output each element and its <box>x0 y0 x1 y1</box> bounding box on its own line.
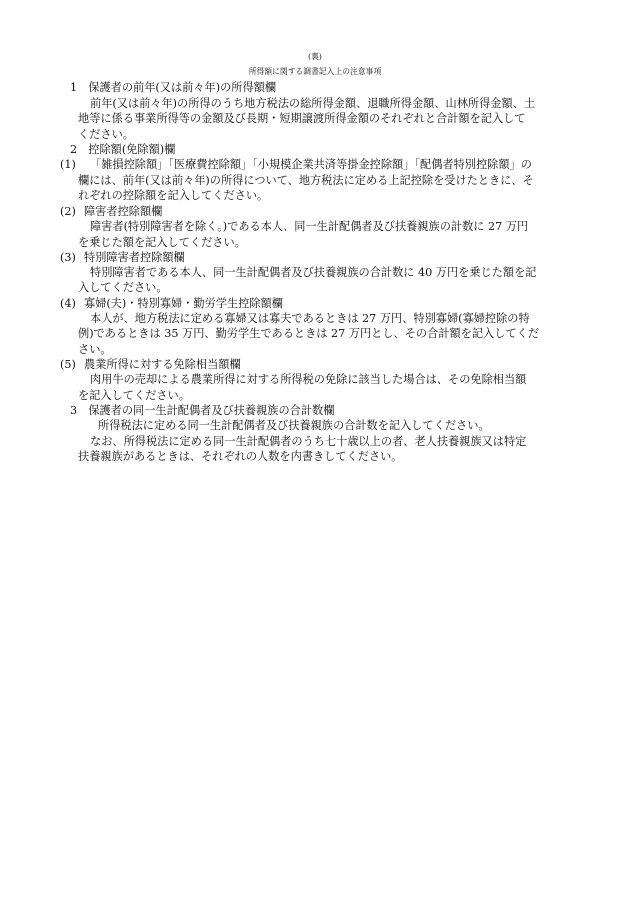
item-5-heading: 農業所得に対する免除相当額欄 <box>84 358 241 371</box>
item-1-label: (1) <box>60 158 76 171</box>
item-2-line-2: を乗じた額を記入してください。 <box>78 236 246 249</box>
page-title: 所得額に関する調書記入上の注意事項 <box>248 67 382 76</box>
item-5-label: (5) <box>60 358 76 371</box>
section-3-line-1: 所得税法に定める同一生計配偶者及び扶養親族の合計数を記入してください。 <box>98 419 490 432</box>
section-3-heading: 3 保護者の同一生計配偶者及び扶養親族の合計数欄 <box>70 404 335 417</box>
item-4-label: (4) <box>60 297 76 310</box>
section-1-line-2: 地等に係る事業所得等の金額及び長期・短期譲渡所得金額のそれぞれと合計額を記入して <box>78 112 526 125</box>
section-3-line-3: 扶養親族があるときは、それぞれの人数を内書きしてください。 <box>78 450 403 463</box>
item-2-line-1: 障害者(特別障害者を除く。)である本人、同一生計配偶者及び扶養親族の計数に 27 万円 <box>90 220 529 233</box>
item-5-line-1: 肉用牛の売却による農業所得に対する所得税の免除に該当した場合は、その免除相当額 <box>90 373 527 386</box>
item-3-label: (3) <box>60 251 76 264</box>
item-1-line-1: 「雑損控除額」「医療費控除額」「小規模企業共済等掛金控除額」「配偶者特別控除額」の <box>90 158 532 171</box>
item-3-line-1: 特別障害者である本人、同一生計配偶者及び扶養親族の合計数に 40 万円を乗じた額を記 <box>90 266 537 279</box>
page-side-label: (裏) <box>308 52 322 61</box>
item-2-heading: 障害者控除額欄 <box>84 205 163 218</box>
item-4-line-2: 例)であるときは 35 万円、勤労学生であるときは 27 万円とし、その合計額を記入してくだ <box>78 327 540 340</box>
section-1-line-3: ください。 <box>78 128 134 141</box>
item-2-label: (2) <box>60 205 76 218</box>
section-2-heading: 2 控除額(免除額)欄 <box>70 143 176 156</box>
item-1-line-3: れぞれの控除額を記入してください。 <box>78 189 269 202</box>
item-3-heading: 特別障害者控除額欄 <box>84 251 185 264</box>
section-1-heading: 1 保護者の前年(又は前々年)の所得額欄 <box>70 81 277 94</box>
item-3-line-2: 入してください。 <box>78 281 168 294</box>
item-4-line-1: 本人が、地方税法に定める寡婦又は寡夫であるときは 27 万円、特別寡婦(寡婦控除の特 <box>90 312 530 325</box>
item-1-line-2: 欄には、前年(又は前々年)の所得について、地方税法に定める上記控除を受けたときに、そ <box>78 174 534 187</box>
item-4-heading: 寡婦(夫)・特別寡婦・勤労学生控除額欄 <box>84 297 283 310</box>
section-3-line-2: なお、所得税法に定める同一生計配偶者のうち七十歳以上の者、老人扶養親族又は特定 <box>90 435 527 448</box>
section-1-line-1: 前年(又は前々年)の所得のうち地方税法の総所得金額、退職所得金額、山林所得金額、土 <box>90 97 536 110</box>
item-4-line-3: さい。 <box>78 343 112 356</box>
item-5-line-2: を記入してください。 <box>78 389 190 402</box>
